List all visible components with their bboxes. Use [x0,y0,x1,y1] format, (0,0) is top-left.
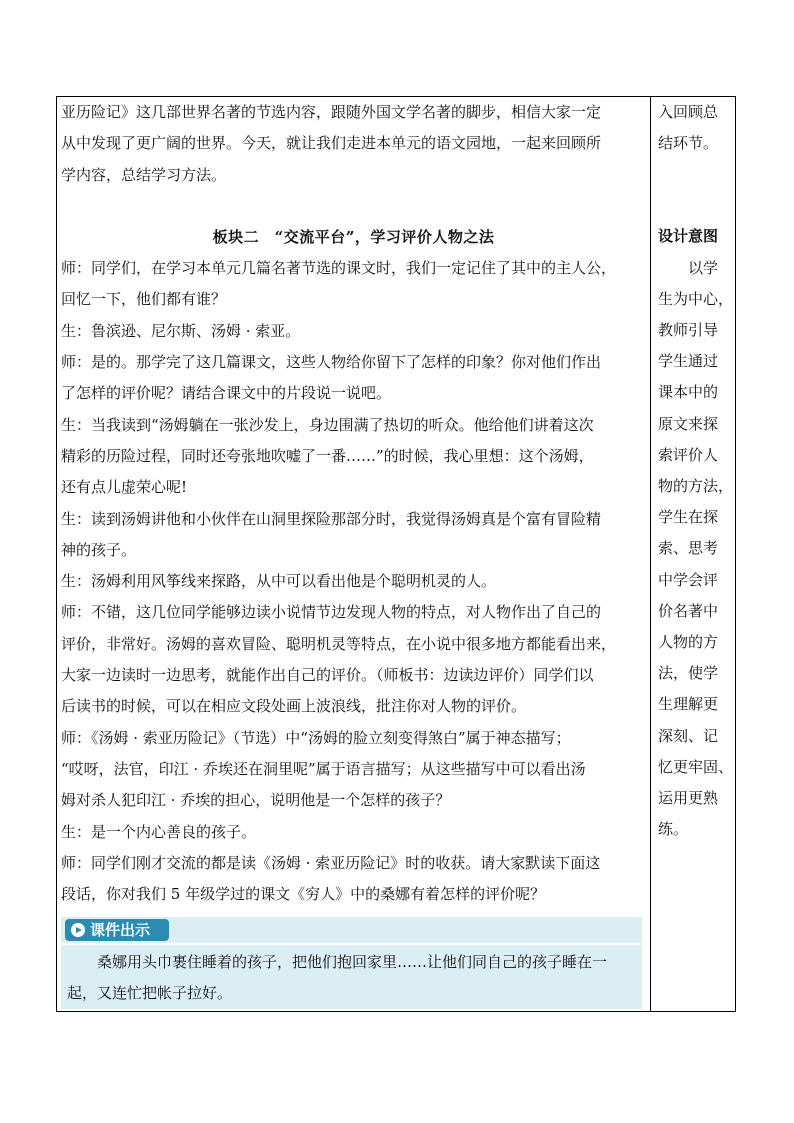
text-line: 生：汤姆利用风筝线来探路，从中可以看出他是个聪明机灵的人。 [61,572,497,591]
text-line: 段话，你对我们 5 年级学过的课文《穷人》中的桑娜有着怎样的评价呢？ [61,885,546,904]
text-line: 生：是一个内心善良的孩子。 [61,822,257,841]
side-line: 练。 [658,820,689,839]
text-line: 生：鲁滨逊、尼尔斯、汤姆 · 索亚。 [61,321,301,340]
side-line: 教师引导 [658,321,719,340]
text-line: 神的孩子。 [61,540,137,559]
text-line: 评价，非常好。汤姆的喜欢冒险、聪明机灵等特点，在小说中很多地方都能看出来， [61,634,617,653]
side-line: 学生通过 [658,352,719,371]
section-title: 板块二 “交流平台”，学习评价人物之法 [212,227,495,246]
intro-line: 亚历险记》这几部世界名著的节选内容，跟随外国文学名著的脚步，相信大家一定 [61,103,602,121]
side-line: 深刻、记 [658,726,719,745]
lesson-table [56,96,736,1012]
text-line: 还有点儿虚荣心呢! [61,478,188,497]
text-line: “哎呀，法官，印江 · 乔埃还在洞里呢”属于语言描写；从这些描写中可以看出汤 [61,759,586,778]
text-line: 生：读到汤姆讲他和小伙伴在山洞里探险那部分时，我觉得汤姆真是个富有冒险精 [61,509,602,528]
quote-box [61,945,642,1009]
play-icon [71,923,85,937]
side-line: 以学 [658,258,719,277]
side-line: 法，使学 [658,664,719,683]
text-line: 精彩的历险过程，同时还夸张地吹嘘了一番……”的时候，我心里想：这个汤姆， [61,446,594,465]
side-line: 忆更牢固、 [658,757,734,776]
text-line: 师：《汤姆 · 索亚历险记》（节选）中“汤姆的脸立刻变得煞白”属于神态描写； [61,728,571,747]
intro-line: 学内容，总结学习方法。 [61,165,227,184]
side-line: 索评价人 [658,445,719,464]
banner-label: 课件出示 [90,921,151,939]
design-intent-heading: 设计意图 [658,227,719,246]
text-line: 大家一边读时一边思考，就能作出自己的评价。（师板书：边读边评价）同学们以 [61,666,594,685]
side-line: 课本中的 [658,383,719,402]
text-line: 回忆一下，他们都有谁？ [61,290,227,309]
side-line: 原文来探 [658,414,719,433]
courseware-banner [61,917,642,943]
quote-text: 桑娜用头巾裹住睡着的孩子，把他们抱回家里……让他们同自己的孩子睡在一起，又连忙把帐子拉好。 [67,953,608,1002]
side-line: 价名著中 [658,601,719,620]
side-line: 索、思考 [658,539,719,558]
text-line: 师：不错，这几位同学能够边读小说情节边发现人物的特点，对人物作出了自己的 [61,603,602,622]
side-line: 人物的方 [658,633,719,652]
column-divider [650,97,651,1011]
text-line: 了怎样的评价呢？请结合课文中的片段说一说吧。 [61,384,392,403]
side-line: 物的方法， [658,477,734,496]
side-column [658,97,734,845]
intro-line: 从中发现了更广阔的世界。今天，就让我们走进本单元的语文园地，一起来回顾所 [61,134,602,153]
text-line: 师：是的。那学完了这几篇课文，这些人物给你留下了怎样的印象？你对他们作出 [61,353,602,372]
side-top-line: 入回顾总 [658,103,719,121]
text-line: 生：当我读到“汤姆躺在一张沙发上，身边围满了热切的听众。他给他们讲着这次 [61,415,594,434]
side-line: 学生在探 [658,508,719,527]
text-line: 姆对杀人犯印江 · 乔埃的担心，说明他是一个怎样的孩子？ [61,791,451,810]
side-top-line: 结环节。 [658,134,719,153]
side-line: 生理解更 [658,695,719,714]
side-line: 中学会评 [658,570,719,589]
courseware-tab [65,919,169,941]
text-line: 后读书的时候，可以在相应文段处画上波浪线，批注你对人物的评价。 [61,697,527,716]
main-column [61,97,646,910]
side-line: 运用更熟 [658,789,719,808]
text-line: 师：同学们刚才交流的都是读《汤姆 · 索亚历险记》时的收获。请大家默读下面这 [61,853,601,872]
side-line: 生为中心， [658,289,734,308]
text-line: 师：同学们，在学习本单元几篇名著节选的课文时，我们一定记住了其中的主人公， [61,259,617,278]
